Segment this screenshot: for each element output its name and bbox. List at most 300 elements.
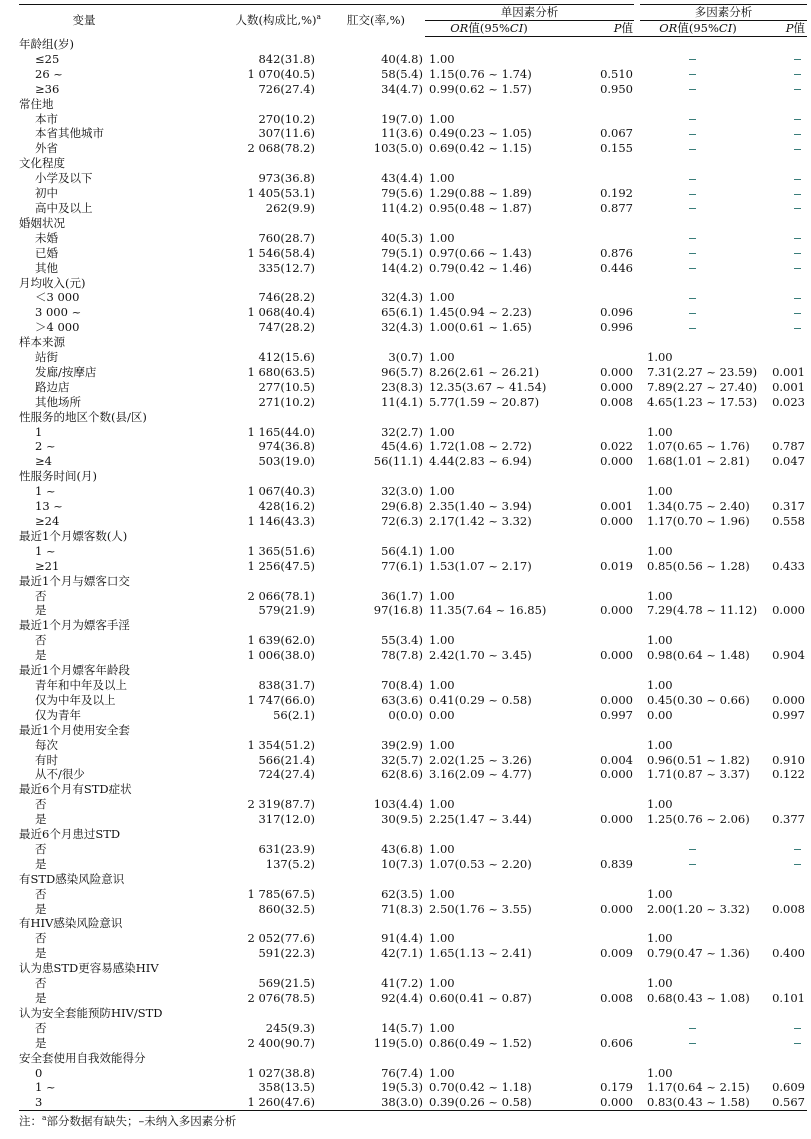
table-row [19,544,807,559]
or-ci-multi-cell [637,171,759,186]
count-cell: 1 070(40.5) [247,66,315,81]
not-included-dash [794,74,801,75]
anal-rate-cell: 56(11.1) [373,454,423,469]
not-included-dash [689,149,696,150]
p-value-cell [553,589,637,604]
note-prefix: 注： [19,1114,42,1128]
category-row [19,961,807,976]
or-ci-cell: 0.99(0.62 ~ 1.57) [429,81,532,96]
anal-rate-cell: 92(4.4) [381,991,423,1005]
anal-rate-cell: 96(5.7) [381,364,423,379]
category-row [19,156,807,171]
category-row [19,1006,807,1021]
p-value-multi-cell [759,931,807,946]
category-label: 认为安全套能预防HIV/STD [19,1005,163,1020]
table-row [19,648,807,663]
or-ci-multi-cell: 0.79(0.47 ~ 1.36) [647,946,750,961]
or-ci-cell: 0.97(0.66 ~ 1.43) [429,245,532,260]
p-value-multi-cell: 0.000 [772,603,805,618]
table-row [19,514,807,529]
anal-rate-cell: 39(2.9) [381,737,423,752]
count-cell: 2 052(77.6) [247,931,315,946]
p-value-cell: 0.000 [600,603,633,618]
p-value-cell: 0.606 [600,1035,633,1050]
level-label: 未婚 [35,230,58,245]
count-cell: 1 067(40.3) [247,484,315,499]
anal-rate-cell: 3(0.7) [388,350,423,365]
p-value-multi-cell [759,82,807,97]
table-row [19,797,807,812]
or-ci-multi-cell [637,186,759,201]
table-row [19,395,807,410]
p-value-cell [553,350,637,365]
anal-rate-cell: 79(5.1) [381,245,423,260]
level-label: 每次 [35,737,58,752]
anal-rate-cell: 79(5.6) [381,186,423,201]
p-value-multi-cell [759,186,807,201]
or-ci-multi-cell: 1.68(1.01 ~ 2.81) [647,454,750,469]
level-label: 是 [35,648,47,663]
or-ci-cell: 1.65(1.13 ~ 2.41) [429,946,532,961]
not-included-dash [794,238,801,239]
count-cell: 262(9.9) [265,200,315,215]
or-ci-multi-cell [637,1036,759,1051]
count-cell: 1 354(51.2) [247,737,315,752]
anal-rate-cell: 11(4.2) [381,200,423,215]
p-value-cell: 0.877 [600,200,633,215]
not-included-dash [794,849,801,850]
or-ci-multi-cell [637,1021,759,1036]
anal-rate-cell: 91(4.4) [381,931,423,946]
or-ci-cell: 12.35(3.67 ~ 41.54) [429,379,547,394]
level-label: 是 [35,901,47,916]
anal-rate-cell: 62(3.5) [381,886,423,901]
or-ci-cell: 1.00 [429,230,455,245]
or-ci-cell: 1.00 [429,737,455,752]
or-ci-cell: 5.77(1.59 ~ 20.87) [429,394,540,409]
or-ci-multi-cell [637,67,759,82]
table-row [19,1036,807,1051]
p-value-cell: 0.000 [600,767,633,782]
count-cell: 747(28.2) [258,320,315,335]
p-value-multi-cell: 0.904 [772,648,805,663]
p-value-cell [553,976,637,991]
table-row [19,425,807,440]
level-label: 2 ~ [35,439,56,454]
p-value-cell [553,425,637,440]
p-value-multi-cell: 0.997 [772,707,805,722]
category-row [19,827,807,842]
level-label: 本市 [35,111,58,126]
level-label: ≥4 [35,454,52,469]
or-ci-cell: 2.50(1.76 ~ 3.55) [429,901,532,916]
count-cell: 631(23.9) [258,841,315,856]
table-note [19,1114,236,1129]
table-row [19,1080,807,1095]
p-value-cell [553,842,637,857]
anal-rate-cell: 45(4.6) [381,439,423,454]
or-ci-multi-cell: 1.25(0.76 ~ 2.06) [647,812,750,827]
count-cell: 1 546(58.4) [247,245,315,260]
or-ci-cell: 1.15(0.76 ~ 1.74) [429,66,532,81]
or-ci-multi-cell: 1.00 [647,588,673,603]
not-included-dash [794,194,801,195]
count-cell: 1 405(53.1) [247,186,315,201]
level-label: 外省 [35,141,58,156]
table-row [19,842,807,857]
or-ci-multi-cell: 7.89(2.27 ~ 27.40) [647,379,758,394]
p-value-cell [553,52,637,67]
p-value-multi-cell [759,231,807,246]
or-ci-cell: 2.42(1.70 ~ 3.45) [429,648,532,663]
p-value-multi-cell [759,201,807,216]
count-cell: 569(21.5) [258,976,315,991]
category-row [19,469,807,484]
or-ci-multi-cell: 0.45(0.30 ~ 0.66) [647,692,750,707]
or-ci-cell: 1.00 [429,111,455,126]
or-ci-multi-cell: 7.31(2.27 ~ 23.59) [647,364,758,379]
category-label: 文化程度 [19,156,65,171]
p-value-cell: 0.004 [600,752,633,767]
table-row [19,290,807,305]
p-value-cell [553,633,637,648]
category-row [19,216,807,231]
or-ci-cell: 1.00 [429,1020,455,1035]
p-value-multi-cell [759,290,807,305]
not-included-dash [794,298,801,299]
anal-rate-cell: 0(0.0) [388,707,423,722]
or-ci-multi-cell: 0.96(0.51 ~ 1.82) [647,752,750,767]
level-label: 否 [35,588,47,603]
p-value-cell [553,290,637,305]
or-ci-multi-cell: 1.07(0.65 ~ 1.76) [647,439,750,454]
anal-rate-cell: 119(5.0) [373,1035,423,1050]
not-included-dash [689,849,696,850]
p-value-multi-cell: 0.001 [772,364,805,379]
count-cell: 335(12.7) [258,260,315,275]
not-included-dash [689,1043,696,1044]
not-included-dash [689,253,696,254]
count-cell: 1 027(38.8) [247,1065,315,1080]
count-cell: 2 400(90.7) [247,1035,315,1050]
table-row [19,305,807,320]
category-label: 最近6个月有STD症状 [19,782,132,797]
category-label: 性服务的地区个数(县/区) [19,409,147,424]
or-ci-cell: 1.53(1.07 ~ 2.17) [429,558,532,573]
count-cell: 271(10.2) [258,394,315,409]
header-univariate: 单因素分析 [425,5,637,21]
p-value-cell [553,678,637,693]
or-ci-cell: 1.00 [429,976,455,991]
or-ci-multi-cell: 1.00 [647,1065,673,1080]
p-value-multi-cell [759,52,807,67]
count-cell: 277(10.5) [258,379,315,394]
level-label: 否 [35,797,47,812]
anal-rate-cell: 56(4.1) [381,543,423,558]
p-value-multi-cell [759,589,807,604]
not-included-dash [689,59,696,60]
p-value-cell [553,1066,637,1081]
or-ci-cell: 2.02(1.25 ~ 3.26) [429,752,532,767]
or-ci-cell: 2.17(1.42 ~ 3.32) [429,514,532,528]
not-included-dash [794,268,801,269]
count-cell: 566(21.4) [258,752,315,767]
level-label: 本省其他城市 [35,126,104,141]
or-ci-cell: 4.44(2.83 ~ 6.94) [429,454,532,469]
level-label: ≥24 [35,514,60,528]
level-label: 已婚 [35,245,58,260]
p-value-cell: 0.008 [600,394,633,409]
p-value-cell: 0.997 [600,707,633,722]
p-value-cell: 0.510 [600,66,633,81]
anal-rate-cell: 32(4.3) [381,320,423,335]
anal-rate-cell: 32(3.0) [381,484,423,499]
p-value-cell [553,484,637,499]
count-cell: 760(28.7) [258,230,315,245]
or-ci-multi-cell [637,305,759,320]
p-value-cell: 0.950 [600,81,633,96]
category-row [19,1051,807,1066]
p-value-multi-cell [759,1066,807,1081]
or-ci-multi-cell: 1.00 [647,931,673,946]
or-ci-cell: 1.00 [429,171,455,186]
level-label: ＞4 000 [35,320,80,335]
table-header [19,5,807,37]
results-table [19,4,807,1111]
p-value-cell [553,171,637,186]
p-value-multi-cell: 0.787 [772,439,805,454]
not-included-dash [689,89,696,90]
not-included-dash [794,1043,801,1044]
or-ci-cell: 2.25(1.47 ~ 3.44) [429,812,532,827]
count-cell: 412(15.6) [258,350,315,365]
p-value-multi-cell [759,261,807,276]
p-value-cell: 0.009 [600,946,633,961]
count-cell: 2 319(87.7) [247,797,315,812]
or-ci-multi-cell: 1.17(0.70 ~ 1.96) [647,514,750,528]
not-included-dash [794,179,801,180]
or-ci-multi-cell: 1.00 [647,543,673,558]
or-ci-cell: 0.86(0.49 ~ 1.52) [429,1035,532,1050]
level-label: 否 [35,633,47,648]
not-included-dash [794,149,801,150]
level-label: 否 [35,976,47,991]
p-value-multi-cell: 0.400 [772,946,805,961]
or-ci-cell: 1.00 [429,1065,455,1080]
header-or-ci: OR值(95%CI) [425,21,553,37]
or-ci-multi-cell: 1.00 [647,633,673,648]
p-value-multi-cell [759,633,807,648]
count-cell: 1 146(43.3) [247,514,315,528]
or-ci-cell: 1.00 [429,677,455,692]
p-value-multi-cell [759,141,807,156]
p-value-cell: 0.000 [600,379,633,394]
table-row [19,82,807,97]
category-label: 性服务时间(月) [19,469,97,484]
or-ci-multi-cell: 1.00 [647,737,673,752]
anal-rate-cell: 38(3.0) [321,1095,425,1110]
p-value-multi-cell: 0.000 [772,692,805,707]
p-value-cell: 0.001 [600,499,633,514]
or-ci-cell: 1.00 [429,350,455,365]
level-label: 高中及以上 [35,200,93,215]
not-included-dash [794,328,801,329]
p-value-multi-cell [759,797,807,812]
or-ci-multi-cell: 1.00 [647,797,673,812]
or-ci-cell: 0.39(0.26 ~ 0.58) [425,1095,553,1110]
p-value-multi-cell: 0.047 [772,454,805,469]
anal-rate-cell: 30(9.5) [381,812,423,827]
table-row [19,931,807,946]
p-value-multi-cell [759,320,807,335]
table-row [19,484,807,499]
count-cell: 591(22.3) [258,946,315,961]
category-row [19,574,807,589]
p-value-multi-cell [759,305,807,320]
or-ci-multi-cell: 0.83(0.43 ~ 1.58) [637,1095,759,1110]
level-label: ≥36 [35,81,60,96]
p-value-multi-cell [759,484,807,499]
level-label: 是 [35,991,47,1005]
level-label: ≤25 [35,51,60,66]
count-cell: 503(19.0) [258,454,315,469]
not-included-dash [689,313,696,314]
category-label: 最近1个月嫖客年龄段 [19,663,130,678]
p-value-multi-cell [759,246,807,261]
not-included-dash [689,298,696,299]
note-text: 部分数据有缺失；–未纳入多因素分析 [46,1114,237,1128]
level-label: 是 [35,1035,47,1050]
or-ci-cell: 2.35(1.40 ~ 3.94) [429,499,532,514]
anal-rate-cell: 19(7.0) [381,111,423,126]
anal-rate-cell: 23(8.3) [381,379,423,394]
table-row [19,454,807,469]
table-row [19,633,807,648]
or-ci-cell: 1.00 [429,484,455,499]
anal-rate-cell: 70(8.4) [381,677,423,692]
p-value-multi-cell [759,738,807,753]
category-label: 月均收入(元) [19,275,86,290]
count-cell: 1 747(66.0) [247,692,315,707]
p-value-cell [553,112,637,127]
table-row [19,812,807,827]
not-included-dash [689,328,696,329]
category-row [19,335,807,350]
anal-rate-cell: 103(5.0) [373,141,423,156]
or-ci-multi-cell [637,320,759,335]
p-value-multi-cell [759,887,807,902]
table-row [19,52,807,67]
category-row [19,916,807,931]
count-cell: 2 068(78.2) [247,141,315,156]
category-label: 最近1个月与嫖客口交 [19,573,130,588]
level-label: 3 [19,1095,209,1110]
p-value-multi-cell [759,425,807,440]
category-row [19,276,807,291]
or-ci-cell: 1.00 [429,51,455,66]
p-value-multi-cell [759,976,807,991]
count-cell: 1 260(47.6) [209,1095,321,1110]
p-value-multi-cell [759,1021,807,1036]
not-included-dash [794,59,801,60]
category-row [19,872,807,887]
count-cell: 579(21.9) [258,603,315,618]
or-ci-multi-cell [637,126,759,141]
not-included-dash [794,253,801,254]
or-ci-multi-cell [637,141,759,156]
category-label: 有STD感染风险意识 [19,871,125,886]
p-value-multi-cell: 0.609 [772,1080,805,1095]
or-ci-multi-cell: 0.85(0.56 ~ 1.28) [647,558,750,573]
or-ci-cell: 1.00 [429,841,455,856]
or-ci-multi-cell: 1.00 [647,424,673,439]
anal-rate-cell: 14(5.7) [381,1020,423,1035]
p-value-multi-cell: 0.008 [772,901,805,916]
level-label: 站街 [35,350,58,365]
p-value-cell: 0.000 [600,514,633,528]
not-included-dash [689,194,696,195]
anal-rate-cell: 40(5.3) [381,230,423,245]
p-value-cell: 0.000 [600,454,633,469]
or-ci-multi-cell [637,842,759,857]
or-ci-multi-cell: 0.98(0.64 ~ 1.48) [647,648,750,663]
p-value-cell: 0.839 [600,856,633,871]
anal-rate-cell: 34(4.7) [381,81,423,96]
or-ci-multi-cell [637,231,759,246]
anal-rate-cell: 29(6.8) [381,499,423,514]
table-row [19,201,807,216]
count-cell: 2 066(78.1) [247,588,315,603]
count-cell: 307(11.6) [258,126,315,141]
count-cell: 1 365(51.6) [247,543,315,558]
table-row [19,589,807,604]
table-row [19,902,807,917]
p-value-cell [553,931,637,946]
count-cell: 1 165(44.0) [247,424,315,439]
p-value-cell [553,797,637,812]
anal-rate-cell: 63(3.6) [381,692,423,707]
p-value-cell: 0.000 [600,812,633,827]
category-row [19,529,807,544]
p-value-multi-cell: 0.377 [772,812,805,827]
count-cell: 358(13.5) [258,1080,315,1095]
or-ci-multi-cell [637,112,759,127]
count-cell: 1 785(67.5) [247,886,315,901]
not-included-dash [689,864,696,865]
p-value-cell: 0.000 [600,648,633,663]
or-ci-multi-cell: 4.65(1.23 ~ 17.53) [647,394,758,409]
anal-rate-cell: 77(6.1) [381,558,423,573]
category-label: 有HIV感染风险意识 [19,916,123,931]
table-row [19,559,807,574]
p-value-cell: 0.008 [600,991,633,1005]
or-ci-multi-cell: 1.00 [647,976,673,991]
count-cell: 1 256(47.5) [247,558,315,573]
p-value-cell: 0.022 [600,439,633,454]
count-cell: 974(36.8) [258,439,315,454]
or-ci-multi-cell [637,52,759,67]
or-ci-cell: 1.00 [429,931,455,946]
level-label: 1 ~ [35,1080,56,1095]
level-label: 是 [35,812,47,827]
p-value-cell: 0.179 [600,1080,633,1095]
count-cell: 746(28.2) [258,290,315,305]
count-cell: 137(5.2) [265,856,315,871]
p-value-multi-cell: 0.558 [772,514,805,528]
p-value-multi-cell [759,126,807,141]
table-row [19,380,807,395]
p-value-cell: 0.000 [600,364,633,379]
